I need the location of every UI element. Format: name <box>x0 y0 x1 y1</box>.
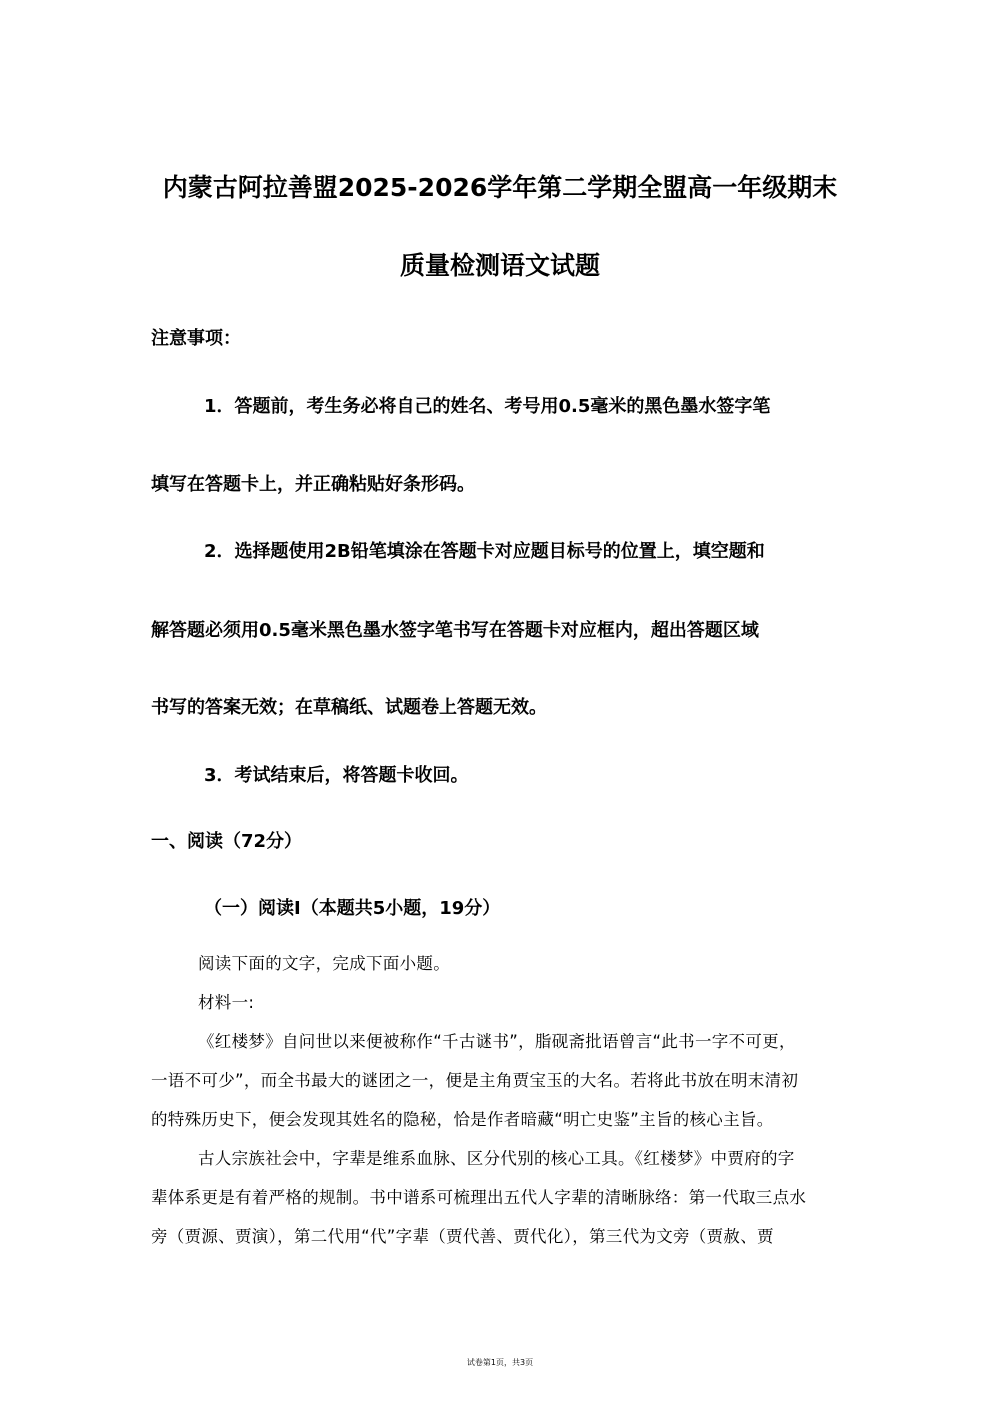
reading-instruction: 阅读下面的文字，完成下面小题。 <box>198 954 450 973</box>
subsection-heading-reading-1: （一）阅读Ⅰ（本题共5小题，19分） <box>204 898 501 919</box>
paragraph-1-line-2: 一语不可少”，而全书最大的谜团之一，便是主角贾宝玉的大名。若将此书放在明末清初 <box>151 1071 799 1090</box>
section-heading-reading: 一、阅读（72分） <box>151 831 303 852</box>
paragraph-1-line-1: 《红楼梦》自问世以来便被称作“千古谜书”，脂砚斋批语曾言“此书一字不可更， <box>198 1032 796 1051</box>
notice-item-2-line-2: 解答题必须用0.5毫米黑色墨水签字笔书写在答题卡对应框内，超出答题区域 <box>151 620 759 641</box>
notice-item-2-line-3: 书写的答案无效；在草稿纸、试题卷上答题无效。 <box>151 697 547 718</box>
paragraph-2-line-2: 辈体系更是有着严格的规制。书中谱系可梳理出五代人字辈的清晰脉络：第一代取三点水 <box>151 1188 807 1207</box>
notice-item-1-line-1: 1．答题前，考生务必将自己的姓名、考号用0.5毫米的黑色墨水签字笔 <box>204 396 771 417</box>
notice-heading: 注意事项： <box>151 328 241 349</box>
material-label: 材料一: <box>198 993 255 1012</box>
page-footer: 试卷第1页，共3页 <box>466 1358 534 1367</box>
notice-item-2-line-1: 2．选择题使用2B铅笔填涂在答题卡对应题目标号的位置上，填空题和 <box>204 541 765 562</box>
notice-item-3: 3．考试结束后，将答题卡收回。 <box>204 765 469 786</box>
paragraph-2-line-3: 旁（贾源、贾演），第二代用“代”字辈（贾代善、贾代化），第三代为文旁（贾赦、贾 <box>151 1227 774 1246</box>
exam-title-line-2: 质量检测语文试题 <box>399 251 600 280</box>
exam-title-line-1: 内蒙古阿拉善盟2025-2026学年第二学期全盟高一年级期末 <box>162 173 838 202</box>
paragraph-1-line-3: 的特殊历史下，便会发现其姓名的隐秘，恰是作者暗藏“明亡史鉴”主旨的核心主旨。 <box>151 1110 774 1129</box>
paragraph-2-line-1: 古人宗族社会中，字辈是维系血脉、区分代别的核心工具。《红楼梦》中贾府的字 <box>198 1149 795 1168</box>
notice-item-1-line-2: 填写在答题卡上，并正确粘贴好条形码。 <box>151 474 475 495</box>
